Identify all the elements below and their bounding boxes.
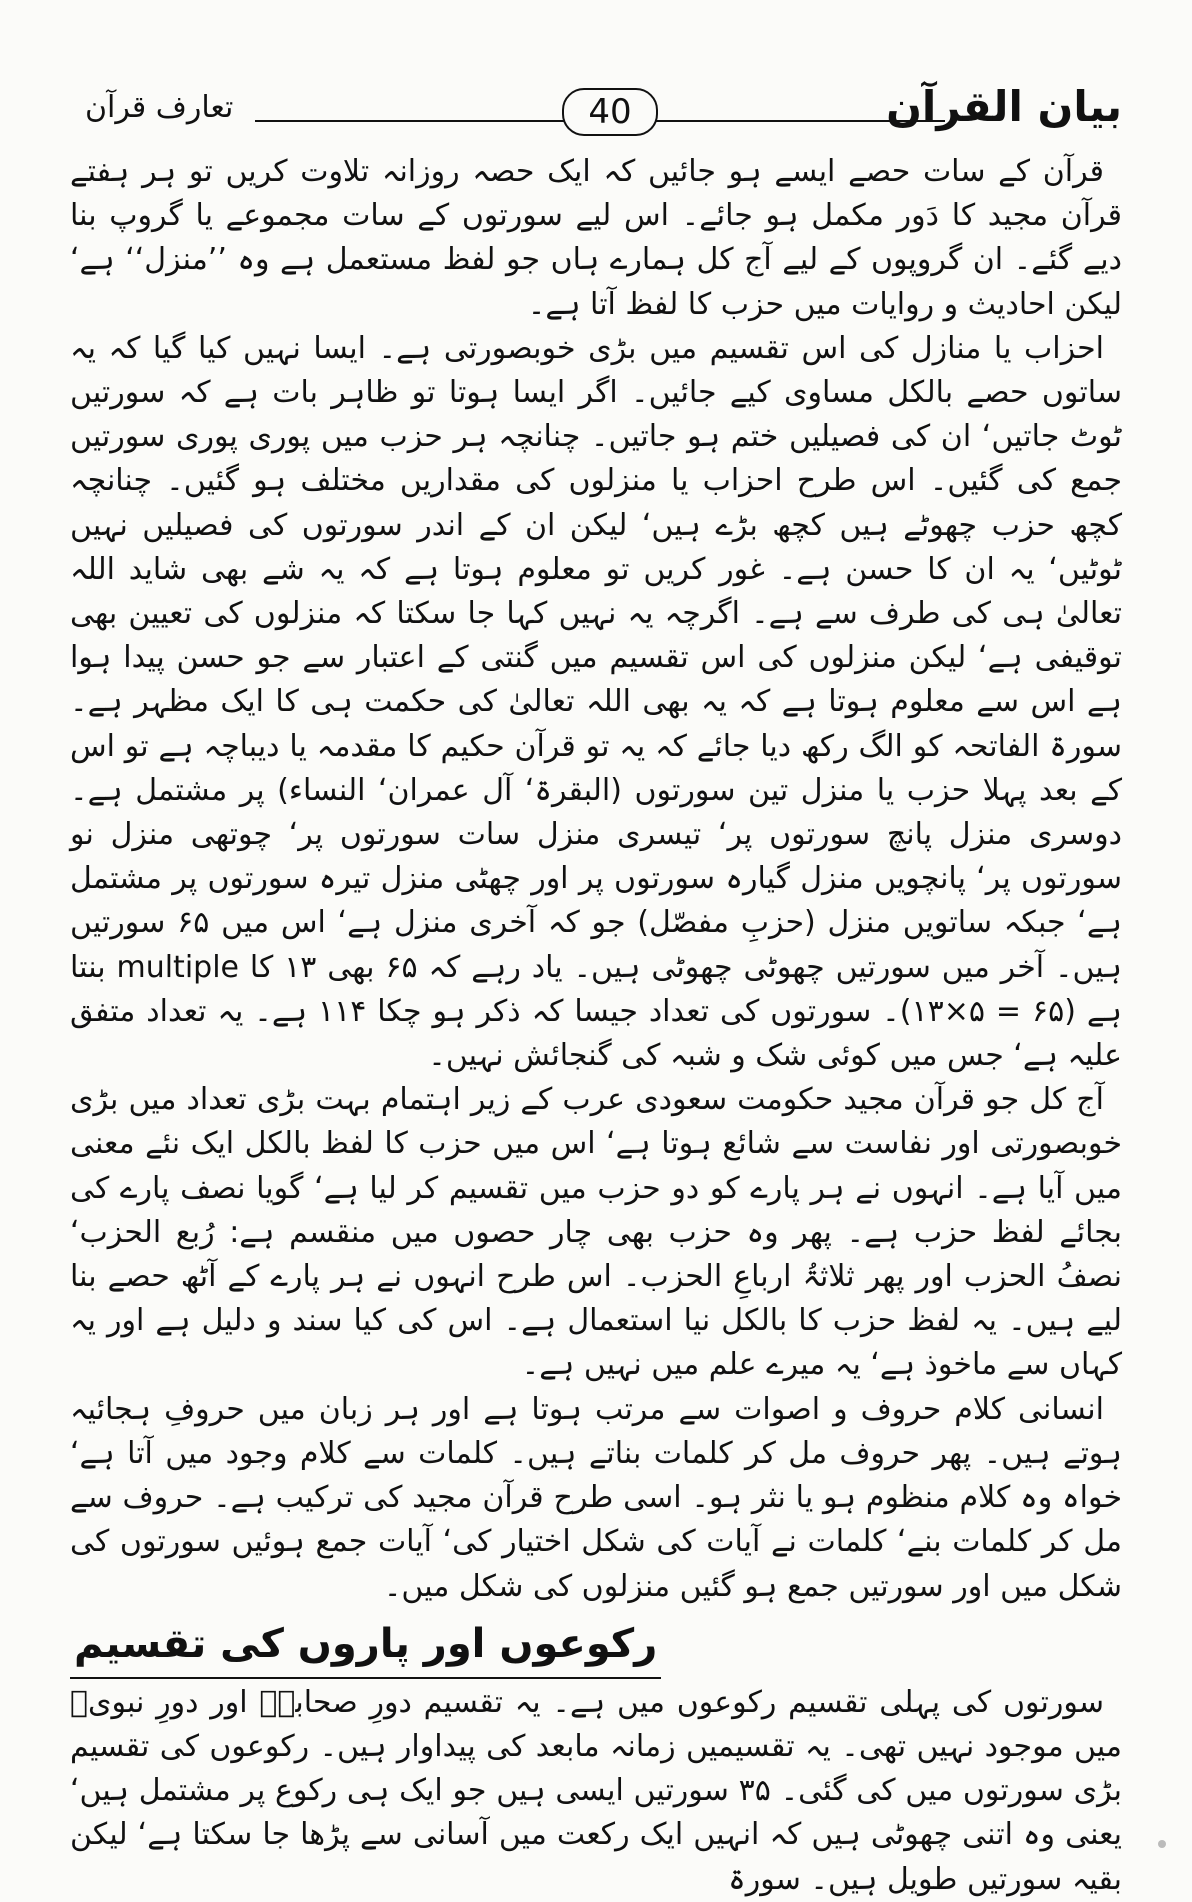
book-title: بیان القرآن — [886, 82, 1122, 131]
page-number: 40 — [562, 88, 658, 136]
paragraph: انسانی کلام حروف و اصوات سے مرتب ہوتا ہے اور ہر زبان میں حروفِ ہجائیہ ہوتے ہیں۔ پھر حروف مل کر کلمات بناتے ہیں۔ کلمات سے کلام وجود میں آتا ہے‘ خواہ وہ کلام منظوم ہو یا نثر ہو۔ اسی طرح قرآن مجید کی ترکیب ہے۔ حروف سے مل کر کلمات بنے‘ کلمات نے آیات کی شکل اختیار کی‘ آیات جمع ہوئیں سورتوں کی شکل میں اور سورتیں جمع ہو گئیں منزلوں کی شکل میں۔ — [70, 1391, 1122, 1604]
subheading — [70, 1615, 1122, 1679]
page-header — [0, 78, 1192, 148]
header-rule-left — [255, 120, 565, 122]
subheading-text: رکوعوں اور پاروں کی تقسیم — [70, 1615, 661, 1679]
body-text — [70, 150, 1122, 1902]
paragraph: آج کل جو قرآن مجید حکومت سعودی عرب کے زیر اہتمام بہت بڑی تعداد میں بڑی خوبصورتی اور نفاست سے شائع ہوتا ہے‘ اس میں حزب کا لفظ بالکل ایک نئے معنی میں آیا ہے۔ انہوں نے ہر پارے کو دو حزب میں تقسیم کر لیا ہے‘ گویا نصف پارے کی بجائے لفظ حزب ہے۔ پھر وہ حزب بھی چار حصوں میں منقسم ہے: رُبع الحزب‘ نصفُ الحزب اور پھر ثلاثۃُ ارباعِ الحزب۔ اس طرح انہوں نے ہر پارے کے آٹھ حصے بنا لیے ہیں۔ یہ لفظ حزب کا بالکل نیا استعمال ہے۔ اس کی کیا سند و دلیل ہے اور یہ کہاں سے ماخوذ ہے‘ یہ میرے علم میں نہیں ہے۔ — [70, 1082, 1122, 1383]
paragraph: سورتوں کی پہلی تقسیم رکوعوں میں ہے۔ یہ تقسیم دورِ صحابہؓ اور دورِ نبویؐ میں موجود نہیں تھی۔ یہ تقسیمیں زمانہ مابعد کی پیداوار ہیں۔ رکوعوں کی تقسیم بڑی سورتوں میں کی گئی۔ ۳۵ سورتیں ایسی ہیں جو ایک ہی رکوع پر مشتمل ہیں‘ یعنی وہ اتنی چھوٹی ہیں کہ انہیں ایک رکعت میں آسانی سے پڑھا جا سکتا ہے‘ لیکن بقیہ سورتیں طویل ہیں۔ سورۃ — [70, 1684, 1123, 1897]
section-title: تعارف قرآن — [85, 90, 234, 125]
margin-mark — [1158, 1840, 1166, 1848]
paragraph: احزاب یا منازل کی اس تقسیم میں بڑی خوبصورتی ہے۔ ایسا نہیں کیا گیا کہ یہ ساتوں حصے بالکل مساوی کیے جائیں۔ اگر ایسا ہوتا تو ظاہر بات ہے کہ سورتیں ٹوٹ جاتیں‘ ان کی فصیلیں ختم ہو جاتیں۔ چنانچہ ہر حزب میں پوری پوری سورتیں جمع کی گئیں۔ اس طرح احزاب یا منزلوں کی مقداریں مختلف ہو گئیں۔ چنانچہ کچھ حزب چھوٹے ہیں کچھ بڑے ہیں‘ لیکن ان کے اندر سورتوں کی فصیلیں نہیں ٹوٹیں‘ یہ ان کا حسن ہے۔ غور کریں تو معلوم ہوتا ہے کہ یہ شے بھی شاید اللہ تعالیٰ ہی کی طرف سے ہے۔ اگرچہ یہ نہیں کہا جا سکتا کہ منزلوں کی تعیین بھی توقیفی ہے‘ لیکن منزلوں کی اس تقسیم میں گنتی کے اعتبار سے جو حسن پیدا ہوا ہے اس سے معلوم ہوتا ہے کہ یہ بھی اللہ تعالیٰ کی حکمت ہی کا ایک مظہر ہے۔ سورۃ الفاتحہ کو الگ رکھ دیا جائے کہ یہ تو قرآن حکیم کا مقدمہ یا دیباچہ ہے تو اس کے بعد پہلا حزب یا منزل تین سورتوں (البقرۃ‘ آل عمران‘ النساء) پر مشتمل ہے۔ دوسری منزل پانچ سورتوں پر‘ تیسری منزل سات سورتوں پر‘ چوتھی منزل نو سورتوں پر‘ پانچویں منزل گیارہ سورتوں پر اور چھٹی منزل تیرہ سورتوں پر مشتمل ہے‘ جبکہ ساتویں منزل (حزبِ مفصّل) جو کہ آخری منزل ہے‘ اس میں ۶۵ سورتیں ہیں۔ آخر میں سورتیں چھوٹی چھوٹی ہیں۔ یاد رہے کہ ۶۵ بھی ۱۳ کا multiple بنتا ہے (۶۵ = ۵×۱۳)۔ سورتوں کی تعداد جیسا کہ ذکر ہو چکا ۱۱۴ ہے۔ یہ تعداد متفق علیہ ہے‘ جس میں کوئی شک و شبہ کی گنجائش نہیں۔ — [70, 330, 1123, 1074]
paragraph: قرآن کے سات حصے ایسے ہو جائیں کہ ایک حصہ روزانہ تلاوت کریں تو ہر ہفتے قرآن مجید کا دَور مکمل ہو جائے۔ اس لیے سورتوں کے سات مجموعے یا گروپ بنا دیے گئے۔ ان گروپوں کے لیے آج کل ہمارے ہاں جو لفظ مستعمل ہے وہ ’’منزل‘‘ ہے‘ لیکن احادیث و روایات میں حزب کا لفظ آتا ہے۔ — [70, 154, 1122, 322]
